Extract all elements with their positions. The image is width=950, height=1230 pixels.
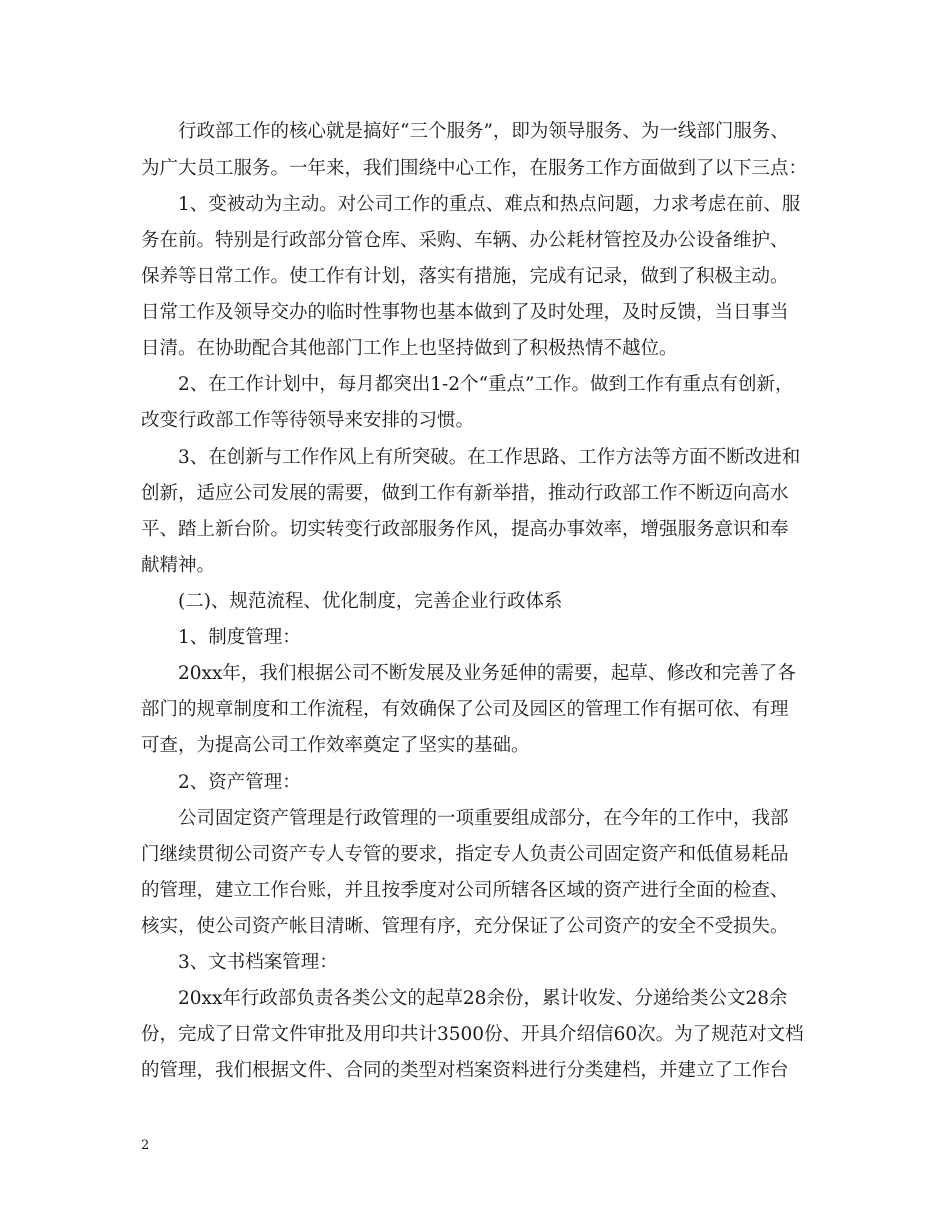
subsection-heading: 2、资产管理： bbox=[178, 772, 301, 793]
text-line: 日清。在协助配合其他部门工作上也坚持做到了积极热情不越位。 bbox=[141, 338, 678, 359]
text-line: 可查，为提高公司工作效率奠定了坚实的基础。 bbox=[141, 735, 530, 756]
text-line: 的管理，建立工作台账，并且按季度对公司所辖各区域的资产进行全面的检查、 bbox=[141, 880, 789, 901]
text-line: 日常工作及领导交办的临时性事物也基本做到了及时处理，及时反馈，当日事当 bbox=[141, 302, 789, 323]
text-line: 20xx年行政部负责各类公文的起草28余份，累计收发、分递给类公文28余 bbox=[178, 988, 788, 1009]
text-line: 改变行政部工作等待领导来安排的习惯。 bbox=[141, 410, 475, 431]
text-line: 平、踏上新台阶。切实转变行政部服务作风，提高办事效率，增强服务意识和奉 bbox=[141, 519, 789, 540]
text-line: 献精神。 bbox=[141, 555, 216, 576]
subsection-heading: 3、文书档案管理： bbox=[178, 952, 338, 973]
text-line: 公司固定资产管理是行政管理的一项重要组成部分，在今年的工作中，我部 bbox=[178, 808, 789, 829]
text-line: 核实，使公司资产帐目清晰、管理有序，充分保证了公司资产的安全不受损失。 bbox=[141, 916, 789, 937]
text-line: 部门的规章制度和工作流程，有效确保了公司及园区的管理工作有据可依、有理 bbox=[141, 699, 789, 720]
subsection-heading: 1、制度管理： bbox=[178, 627, 301, 648]
section-heading: (二)、规范流程、优化制度，完善企业行政体系 bbox=[178, 591, 563, 612]
text-line: 创新，适应公司发展的需要，做到工作有新举措，推动行政部工作不断迈向高水 bbox=[141, 483, 789, 504]
text-line: 2、在工作计划中，每月都突出1-2个“重点”工作。做到工作有重点有创新， bbox=[178, 374, 794, 395]
text-line: 的管理，我们根据文件、合同的类型对档案资料进行分类建档，并建立了工作台 bbox=[141, 1060, 789, 1081]
text-line: 份，完成了日常文件审批及用印共计3500份、开具介绍信60次。为了规范对文档 bbox=[141, 1024, 804, 1045]
text-line: 保养等日常工作。使工作有计划，落实有措施，完成有记录，做到了积极主动。 bbox=[141, 266, 789, 287]
page-number: 2 bbox=[141, 1138, 150, 1153]
text-line: 为广大员工服务。一年来，我们围绕中心工作，在服务工作方面做到了以下三点： bbox=[141, 158, 808, 179]
text-line: 门继续贯彻公司资产专人专管的要求，指定专人负责公司固定资产和低值易耗品 bbox=[141, 844, 789, 865]
text-line: 20xx年，我们根据公司不断发展及业务延伸的需要，起草、修改和完善了各 bbox=[178, 663, 796, 684]
text-line: 行政部工作的核心就是搞好“三个服务”，即为领导服务、为一线部门服务、 bbox=[178, 121, 789, 142]
text-line: 3、在创新与工作作风上有所突破。在工作思路、工作方法等方面不断改进和 bbox=[178, 447, 801, 468]
text-line: 1、变被动为主动。对公司工作的重点、难点和热点问题，力求考虑在前、服 bbox=[178, 194, 801, 215]
text-line: 务在前。特别是行政部分管仓库、采购、车辆、办公耗材管控及办公设备维护、 bbox=[141, 230, 789, 251]
